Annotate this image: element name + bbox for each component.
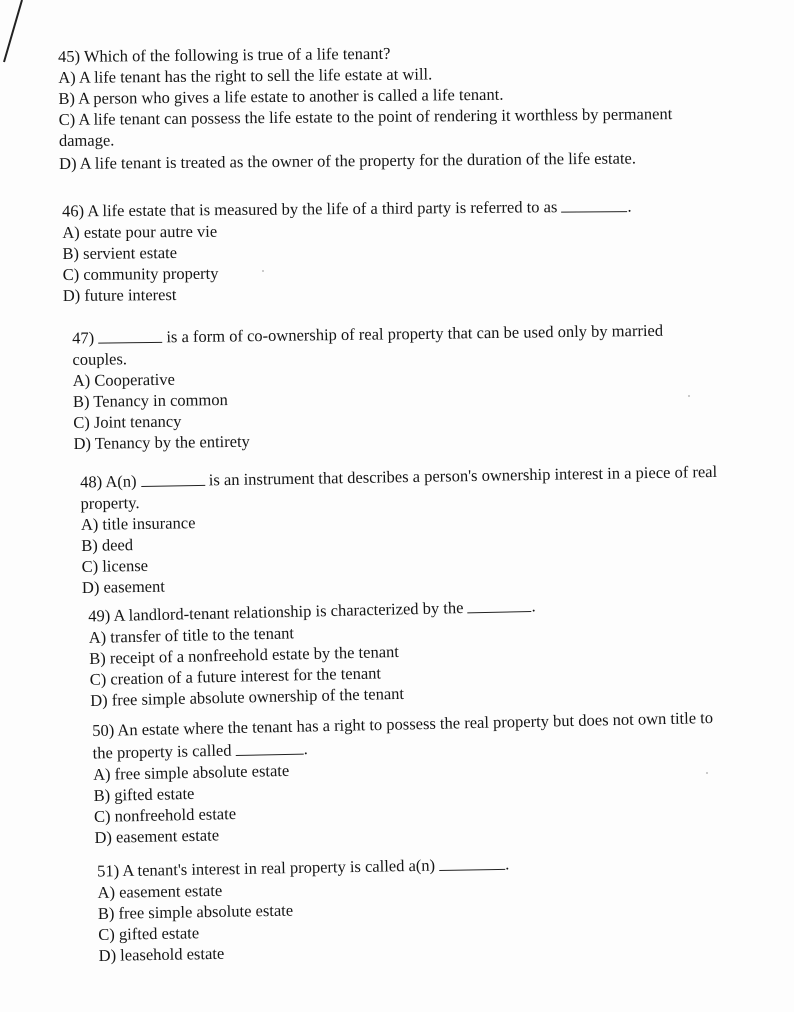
question-51 (97, 852, 511, 966)
stem-period: . (627, 196, 632, 216)
question-number: 47) (72, 328, 95, 348)
question-48 (80, 459, 719, 597)
answer-option: A) transfer of title to the tenant (88, 622, 295, 647)
answer-option: B) A person who gives a life estate to another is called a life tenant. (58, 84, 504, 108)
answer-option: C) creation of a future interest for the tenant (89, 662, 382, 689)
page-edge-mark (0, 0, 30, 70)
question-45 (58, 40, 673, 174)
fill-in-blank (235, 737, 303, 756)
answer-option: D) future interest (62, 284, 177, 305)
question-stem-continuation: couples. (72, 348, 128, 369)
answer-option: D) A life tenant is treated as the owner of the property for the duration of the life estate. (59, 148, 637, 173)
fill-in-blank (98, 325, 162, 343)
answer-option: D) easement (81, 576, 166, 597)
question-stem: is an instrument that describes a person's ownership interest in a piece of real (208, 461, 718, 490)
answer-option: B) deed (81, 534, 134, 555)
answer-option-continuation: damage. (58, 130, 115, 150)
question-50 (92, 707, 715, 847)
answer-option: C) license (81, 555, 149, 576)
fill-in-blank (467, 594, 531, 613)
scan-speck (688, 395, 690, 397)
question-stem: 46) A life estate that is measured by the life of a third party is referred to as (62, 197, 558, 221)
answer-option: A) estate pour autre vie (62, 221, 218, 242)
answer-option: D) Tenancy by the entirety (73, 431, 250, 453)
question-stem: 49) A landlord-tenant relationship is characterized by the (88, 597, 464, 626)
answer-option: B) receipt of a nonfreehold estate by the tenant (89, 641, 400, 668)
answer-option: C) community property (62, 263, 219, 284)
scan-speck (706, 772, 708, 774)
question-number: 48) A(n) (80, 471, 137, 492)
fill-in-blank (140, 468, 204, 487)
answer-option: A) title insurance (80, 512, 196, 534)
answer-option: C) A life tenant can possess the life estate to the point of rendering it worthless by permanent (58, 104, 673, 129)
answer-option: D) leasehold estate (98, 943, 225, 965)
question-stem: is a form of co-ownership of real property that can be used only by married (166, 320, 664, 347)
answer-option: D) free simple absolute ownership of the tenant (89, 683, 405, 710)
question-49 (88, 594, 538, 711)
question-stem: 45) Which of the following is true of a life tenant? (58, 43, 391, 66)
question-stem-continuation: property. (80, 492, 140, 513)
stem-period: . (505, 854, 510, 874)
answer-option: A) Cooperative (72, 369, 176, 390)
answer-option: A) A life tenant has the right to sell the life estate at will. (58, 64, 433, 87)
question-stem: 50) An estate where the tenant has a right to possess the real property but does not own title to (92, 707, 714, 740)
answer-option: C) Joint tenancy (73, 411, 182, 432)
answer-option: C) gifted estate (98, 922, 200, 944)
fill-in-blank (561, 194, 627, 212)
stem-period: . (303, 738, 308, 759)
answer-option: B) Tenancy in common (72, 389, 228, 411)
question-stem: 51) A tenant's interest in real property is called a(n) (97, 855, 436, 881)
answer-option: A) free simple absolute estate (92, 760, 290, 784)
answer-option: B) free simple absolute estate (97, 900, 294, 923)
scan-speck (262, 270, 264, 272)
stem-period: . (531, 596, 536, 616)
question-stem-continuation: the property is called (92, 740, 232, 763)
question-47 (72, 318, 665, 453)
answer-option: D) easement estate (94, 824, 220, 847)
answer-option: A) easement estate (97, 880, 223, 902)
question-46 (62, 194, 632, 305)
answer-option: C) nonfreehold estate (93, 803, 237, 826)
answer-option: B) gifted estate (93, 783, 195, 805)
fill-in-blank (439, 852, 505, 871)
answer-option: B) servient estate (62, 242, 178, 263)
